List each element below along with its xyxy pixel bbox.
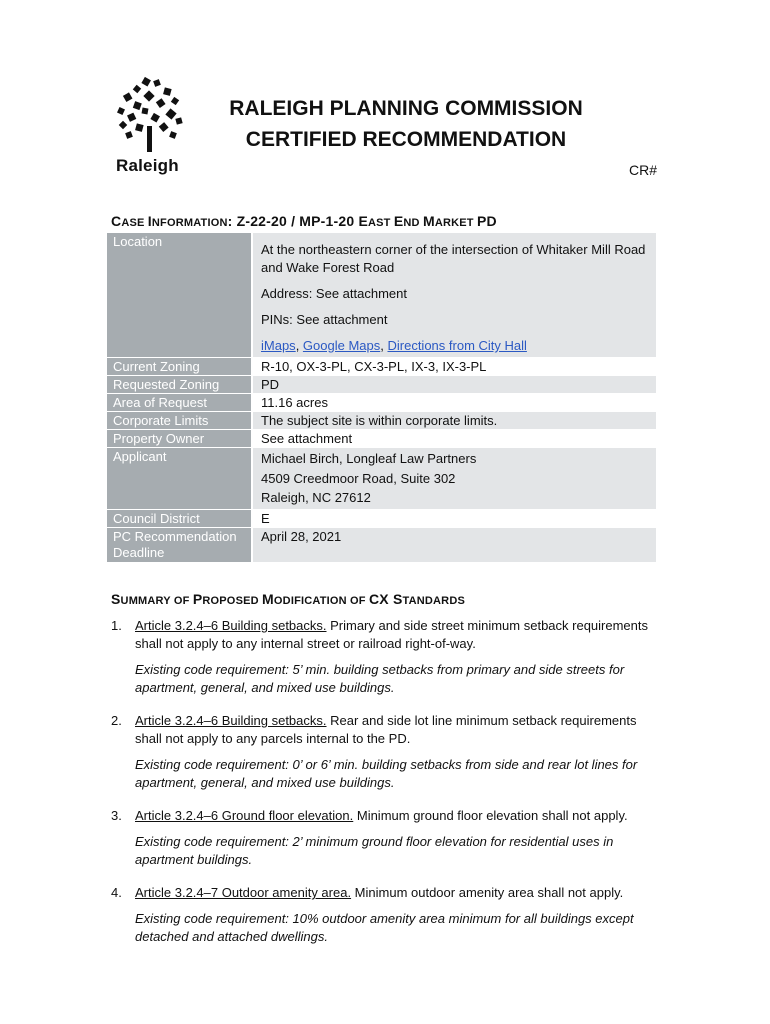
row-value: R-10, OX-3-PL, CX-3-PL, IX-3, IX-3-PL [261,359,487,374]
article-reference: Article 3.2.4–7 Outdoor amenity area. [135,885,352,900]
table-row-applicant [107,448,656,510]
row-value [253,233,656,357]
table-row [107,412,656,430]
location-address: Address: See attachment [261,286,407,301]
row-label: Applicant [107,448,253,509]
row-value: The subject site is within corporate limits. [253,412,656,429]
directions-link[interactable]: Directions from City Hall [387,338,527,353]
applicant-name: Michael Birch, Longleaf Law Partners [261,451,477,466]
row-label: PC Recommendation Deadline [107,528,253,562]
location-pins: PINs: See attachment [261,312,388,327]
existing-requirement: Existing code requirement: 10% outdoor amenity area minimum for all buildings except detached and attached dwellings. [135,911,634,944]
table-row-location [107,233,656,358]
table-row [107,528,656,563]
existing-requirement: Existing code requirement: 2’ minimum ground floor elevation for residential uses in apartment buildings. [135,834,614,867]
table-row [107,358,656,376]
table-row [107,394,656,412]
table-row [107,510,656,528]
applicant-address: 4509 Creedmoor Road, Suite 302 [261,470,456,486]
row-value: E [261,510,270,526]
row-label: Corporate Limits [107,412,253,429]
row-value: 11.16 acres [261,395,328,410]
item-text: Primary and side street minimum setback requirements shall not apply to any internal street or railroad right-of-way. [135,618,649,651]
google-maps-link[interactable]: Google Maps [302,338,381,353]
row-value: PD [253,376,656,393]
table-row [107,376,656,394]
row-value: April 28, 2021 [253,528,656,562]
article-reference: Article 3.2.4–6 Building setbacks. [135,713,327,728]
item-text: Minimum outdoor amenity area shall not apply. [351,885,624,900]
list-item [111,712,651,800]
existing-requirement: Existing code requirement: 5’ min. building setbacks from primary and side streets for apartment, general, and mixed use buildings. [135,662,625,695]
row-label: Location [107,233,253,357]
title-line-1: RALEIGH PLANNING COMMISSION [229,97,583,120]
item-number: 3. [111,808,122,823]
item-number: 2. [111,713,122,728]
imaps-link[interactable]: iMaps [261,338,296,353]
row-label: Area of Request [107,394,253,411]
logo-wordmark: Raleigh [116,156,179,175]
list-item [111,617,651,705]
list-item [111,884,651,954]
modification-list [111,617,651,961]
document-title [196,93,616,155]
row-label: Council District [107,510,253,527]
link-separator: , [380,338,388,353]
link-separator: , [295,338,303,353]
existing-requirement: Existing code requirement: 0’ or 6’ min. building setbacks from side and rear lot lines for apartment, general, and mixed use buildings. [135,757,638,790]
summary-heading: SUMMARY OF PROPOSED MODIFICATION OF CX STANDARDS [111,591,466,607]
row-label: Requested Zoning [107,376,253,393]
table-row [107,430,656,448]
list-item [111,807,651,877]
applicant-city: Raleigh, NC 27612 [261,490,371,505]
case-info-table [107,233,656,563]
item-number: 1. [111,618,122,633]
article-reference: Article 3.2.4–6 Building setbacks. [135,618,327,633]
cr-number: CR# [628,162,657,178]
map-links [261,337,648,355]
item-text: Minimum ground floor elevation shall not apply. [353,808,628,823]
title-line-2: CERTIFIED RECOMMENDATION [245,128,567,151]
row-value: See attachment [261,431,353,446]
row-label: Current Zoning [107,358,253,375]
article-reference: Article 3.2.4–6 Ground floor elevation. [135,808,354,823]
item-text: Rear and side lot line minimum setback requirements shall not apply to any parcels internal to the PD. [135,713,637,746]
row-label: Property Owner [107,430,253,447]
item-number: 4. [111,885,122,900]
row-value [253,448,656,509]
case-info-heading: CASE INFORMATION: Z-22-20 / MP-1-20 EAST END MARKET PD [111,213,497,229]
location-text: At the northeastern corner of the intersection of Whitaker Mill Road and Wake Forest Road [261,242,646,275]
